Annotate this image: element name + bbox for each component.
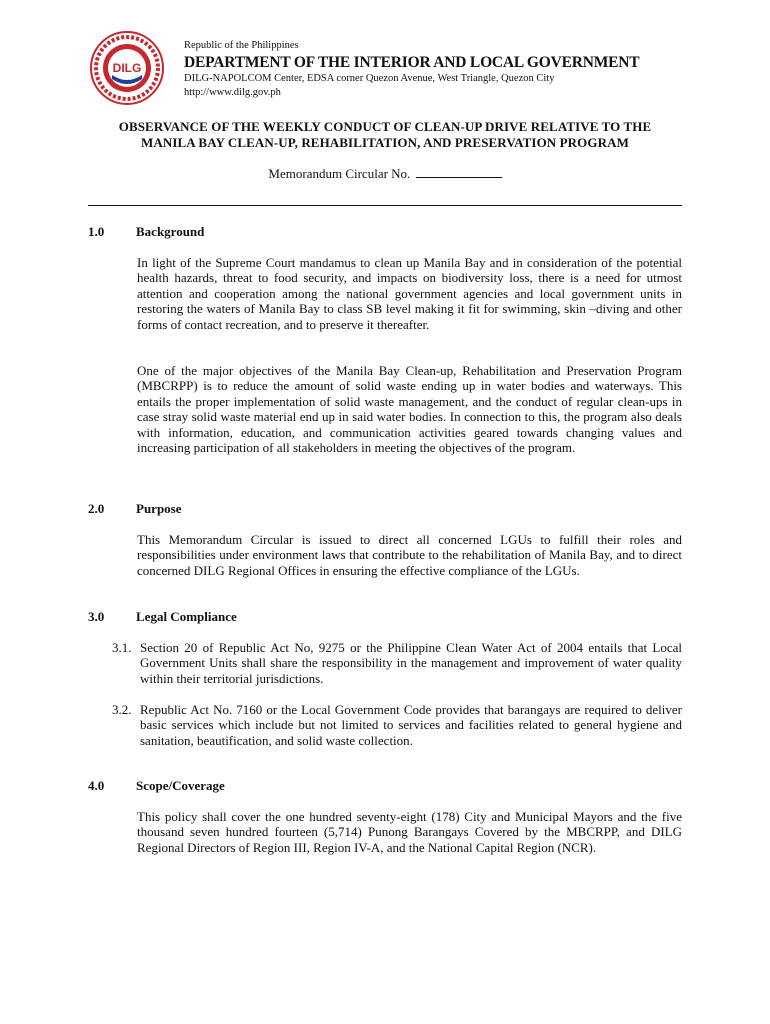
section-number: 4.0 (88, 778, 105, 793)
republic-line: Republic of the Philippines (184, 40, 299, 51)
background-paragraph-2: One of the major objectives of the Manila Bay Clean-up, Rehabilitation and Preservation Program (MBCRPP) is to reduce the amount of solid waste ending up in water bodies and waterways. This entails the proper implementation of solid waste management, and the conduct of regular clean-ups in case stray solid waste material end up in said water bodies. In connection to this, the program also deals with information, education, and communication activities geared towards changing values and increasing participation of all stakeholders in meeting the objectives of the program. (137, 363, 682, 456)
section-heading-scope (88, 778, 225, 794)
title-line-1: OBSERVANCE OF THE WEEKLY CONDUCT OF CLEAN-UP DRIVE RELATIVE TO THE (118, 119, 652, 134)
divider (88, 205, 682, 206)
address-line: DILG-NAPOLCOM Center, EDSA corner Quezon Avenue, West Triangle, Quezon City (184, 73, 555, 84)
background-paragraph-1: In light of the Supreme Court mandamus to clean up Manila Bay and in consideration of the potential health hazards, threat to food security, and impacts on biodiversity loss, there is a need for utmost attention and cooperation among the national government agencies and local government units in restoring the waters of Manila Bay to class SB level making it fit for swimming, skin –diving and other forms of contact recreation, and to preserve it thereafter. (137, 255, 682, 332)
section-title: Purpose (136, 501, 182, 516)
section-number: 3.0 (88, 609, 105, 624)
section-title: Scope/Coverage (136, 778, 225, 793)
item-text: Republic Act No. 7160 or the Local Government Code provides that barangays are required to deliver basic services which include but not limited to services and facilities related to general hygiene and sanitation, beautification, and solid waste collection. (140, 702, 682, 748)
purpose-paragraph: This Memorandum Circular is issued to direct all concerned LGUs to fulfill their roles and responsibilities under environment laws that contribute to the rehabilitation of Manila Bay, and to direct concerned DILG Regional Offices in ensuring the effective compliance of the LGUs. (137, 532, 682, 578)
dilg-logo (90, 31, 164, 105)
section-number: 2.0 (88, 501, 105, 516)
section-number: 1.0 (88, 224, 105, 239)
memo-label: Memorandum Circular No. (268, 166, 411, 181)
section-title: Background (136, 224, 205, 239)
legal-item-3-2 (112, 702, 682, 748)
memo-number-blank (416, 167, 502, 178)
section-heading-background (88, 224, 204, 240)
legal-item-3-1 (112, 640, 682, 686)
section-heading-legal (88, 609, 237, 625)
logo-text: DILG (112, 61, 142, 75)
memorandum-number (0, 166, 770, 182)
website-link[interactable]: http://www.dilg.gov.ph (184, 87, 281, 98)
letterhead (184, 39, 639, 100)
section-title: Legal Compliance (136, 609, 237, 624)
scope-paragraph: This policy shall cover the one hundred seventy-eight (178) City and Municipal Mayors and the five thousand seven hundred fourteen (5,714) Punong Barangays Covered by the MBCRPP, and DILG Regional Directors of Region III, Region IV-A, and the National Capital Region (NCR). (137, 809, 682, 855)
section-heading-purpose (88, 501, 182, 517)
department-name: DEPARTMENT OF THE INTERIOR AND LOCAL GOVERNMENT (184, 54, 640, 71)
title-line-2: MANILA BAY CLEAN-UP, REHABILITATION, AND PRESERVATION PROGRAM (141, 135, 629, 150)
document-title (88, 119, 682, 151)
item-number: 3.1. (112, 640, 132, 655)
item-text: Section 20 of Republic Act No, 9275 or the Philippine Clean Water Act of 2004 entails that Local Government Units shall share the responsibility in the management and improvement of water quality within their territorial jurisdictions. (140, 640, 682, 686)
item-number: 3.2. (112, 702, 132, 717)
